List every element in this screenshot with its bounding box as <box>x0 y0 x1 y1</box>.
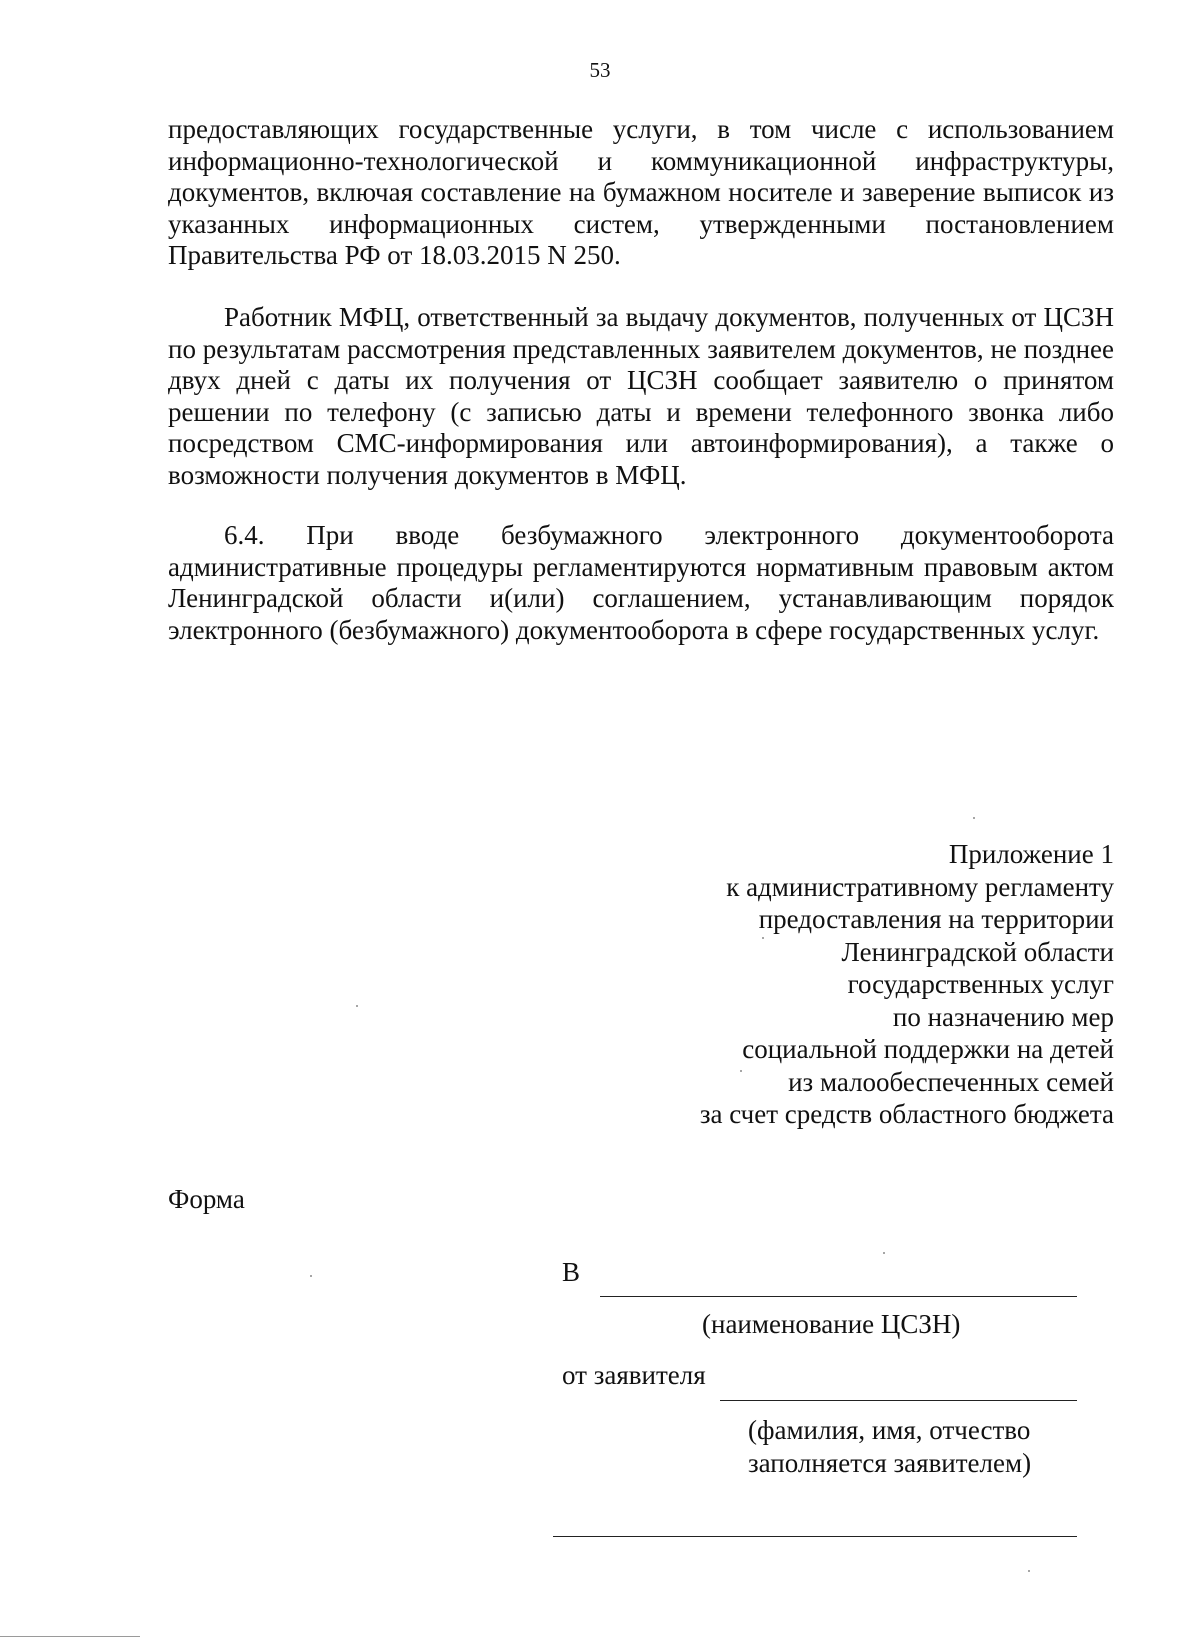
scan-speck <box>762 937 764 939</box>
paragraph-text: 6.4. При вводе безбумажного электронного документооборота административные процедуры регламентируются нормативным правовым актом Ленинградской области и(или) соглашением, устанавливающим порядок электронного (безбумажного) документооборота в сфере государственных услуг. <box>168 520 1114 645</box>
appendix-line: по назначению мер <box>892 1001 1114 1032</box>
applicant-label: от заявителя <box>562 1360 706 1390</box>
scan-edge-mark <box>0 1636 140 1637</box>
scan-speck <box>973 817 975 819</box>
recipient-prefix: В <box>562 1257 581 1287</box>
scan-speck <box>740 1070 742 1072</box>
paragraph-text: предоставляющих государственные услуги, в том числе с использованием информационно-технологической и коммуникационной инфраструктуры, документов, включая составление на бумажном носителе и заверение выписок из указанных информационных систем, утвержденными постановлением Правительства РФ от 18.03.2015 N 250. <box>168 114 1114 270</box>
applicant-caption <box>748 1414 1031 1480</box>
scan-speck <box>356 1005 358 1007</box>
appendix-line: Приложение 1 <box>948 839 1114 869</box>
appendix-line: за счет средств областного бюджета <box>699 1099 1114 1129</box>
paragraph-mfc-worker <box>168 302 1114 491</box>
appendix-line: из малообеспеченных семей <box>788 1066 1114 1097</box>
appendix-line: Ленинградской области <box>841 936 1114 967</box>
applicant-caption-line: заполняется заявителем) <box>748 1448 1032 1478</box>
paragraph-continuation <box>168 114 1114 272</box>
applicant-fill-line <box>720 1400 1077 1401</box>
applicant-caption-line: (фамилия, имя, отчество <box>748 1415 1031 1445</box>
scan-speck <box>1028 1570 1030 1572</box>
page-number: 53 <box>589 58 611 82</box>
appendix-line: социальной поддержки на детей <box>742 1034 1114 1064</box>
scan-speck <box>310 1275 312 1277</box>
extra-fill-line <box>553 1536 1077 1537</box>
form-label: Форма <box>168 1184 245 1214</box>
appendix-line: предоставления на территории <box>758 904 1114 934</box>
appendix-heading <box>594 838 1114 1131</box>
paragraph-6-4 <box>168 520 1114 646</box>
recipient-caption: (наименование ЦСЗН) <box>702 1309 961 1339</box>
scan-speck <box>883 1252 885 1254</box>
appendix-line: к административному регламенту <box>726 871 1114 902</box>
appendix-line: государственных услуг <box>847 969 1114 999</box>
recipient-fill-line <box>600 1296 1077 1297</box>
paragraph-text: Работник МФЦ, ответственный за выдачу документов, полученных от ЦСЗН по результатам рассмотрения представленных заявителем документов, не позднее двух дней с даты их получения от ЦСЗН сообщает заявителю о принятом решении по телефону (с записью даты и времени телефонного звонка либо посредством СМС-информирования или автоинформирования), а также о возможности получения документов в МФЦ. <box>168 302 1114 490</box>
